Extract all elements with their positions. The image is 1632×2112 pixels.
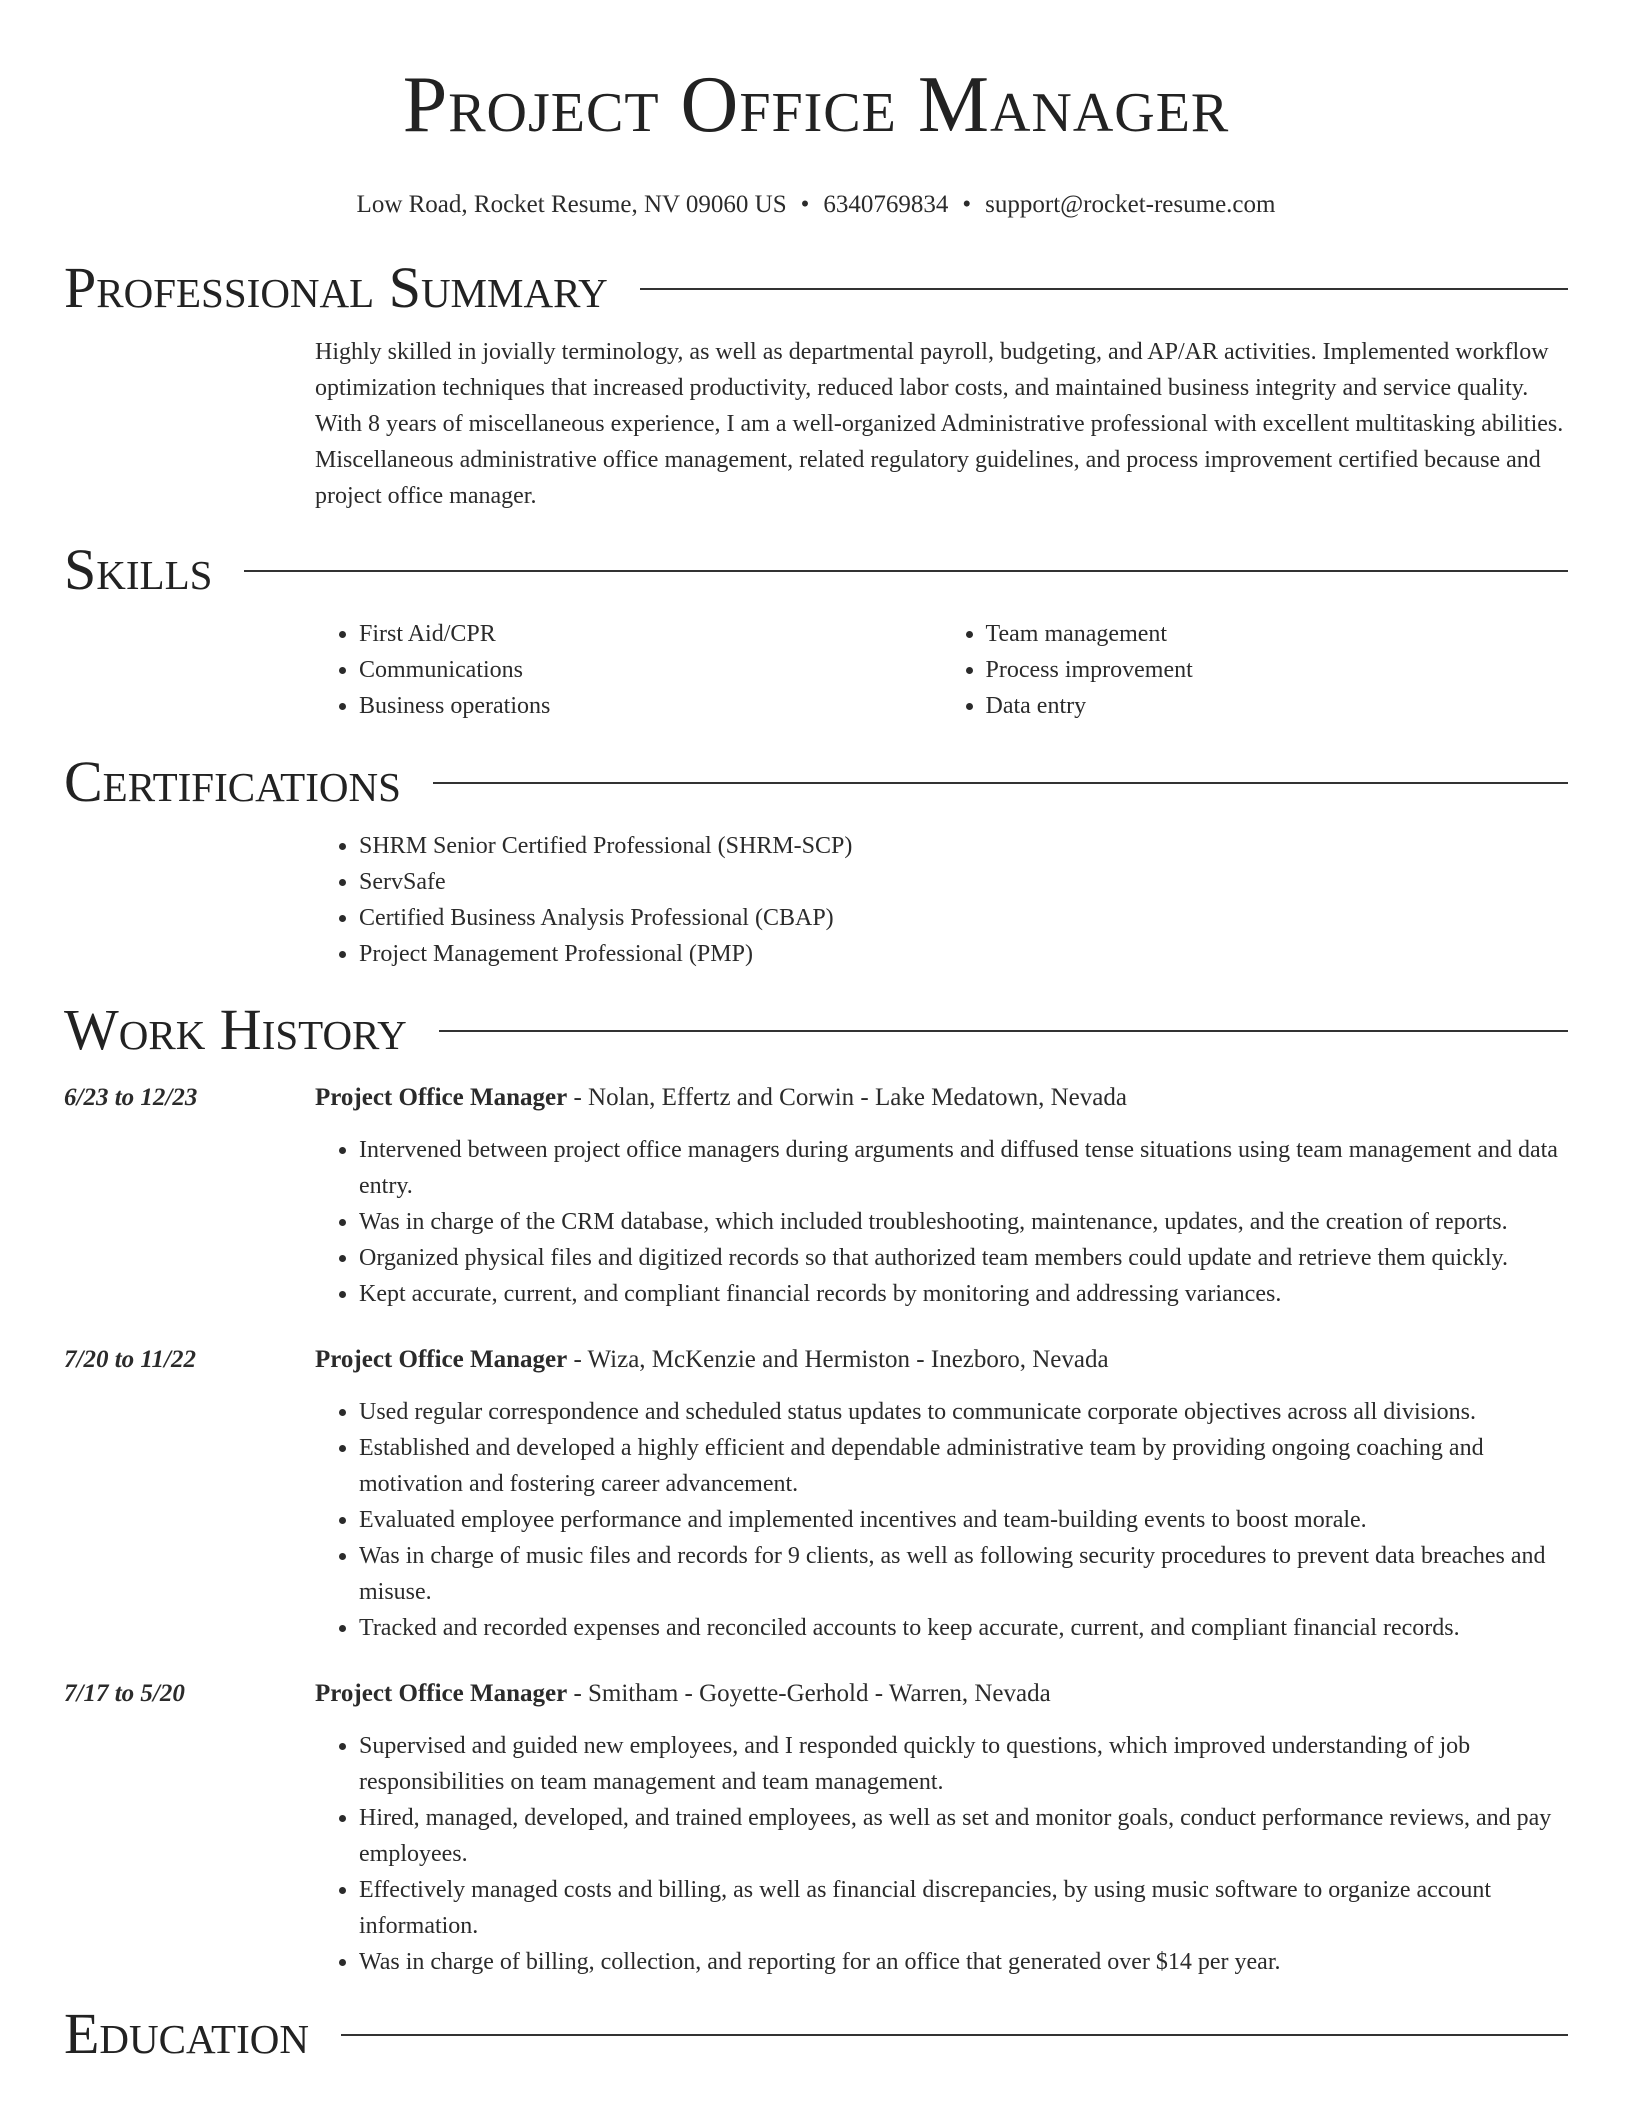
job-dates: 7/17 to 5/20 <box>64 1680 185 1707</box>
job-body <box>315 1676 1568 1980</box>
job-employer-location: - Smitham - Goyette-Gerhold - Warren, Nevada <box>567 1680 1051 1707</box>
skill-item: • First Aid/CPR <box>359 616 942 652</box>
section-divider <box>341 2034 1568 2036</box>
job-entry <box>64 1080 1568 1312</box>
resume-title: Project Office Manager <box>402 61 1230 149</box>
section-divider <box>640 288 1568 290</box>
contact-separator: • <box>800 191 810 218</box>
job-duty-item: • Used regular correspondence and scheduled status updates to communicate corporate objectives across all divisions. <box>359 1394 1568 1430</box>
job-body <box>315 1342 1568 1646</box>
job-duties <box>315 1728 1568 1980</box>
skills-list <box>315 616 1568 724</box>
job-title: Project Office Manager <box>315 1346 568 1373</box>
job-title: Project Office Manager <box>315 1680 568 1707</box>
contact-email: support@rocket-resume.com <box>985 191 1276 218</box>
certification-item: • Project Management Professional (PMP) <box>359 936 1568 972</box>
job-duty-item: • Supervised and guided new employees, and I responded quickly to questions, which improved understanding of job responsibilities on team management and team management. <box>359 1728 1568 1800</box>
job-duties <box>315 1132 1568 1312</box>
certification-item: • SHRM Senior Certified Professional (SHRM-SCP) <box>359 828 1568 864</box>
contact-separator: • <box>962 191 972 218</box>
job-dates: 6/23 to 12/23 <box>64 1084 198 1111</box>
job-duty-item: • Tracked and recorded expenses and reconciled accounts to keep accurate, current, and compliant financial records. <box>359 1610 1568 1646</box>
skill-item: • Communications <box>359 652 942 688</box>
job-dates: 7/20 to 11/22 <box>64 1346 196 1373</box>
job-title-line <box>315 1676 1568 1712</box>
job-duty-item: • Was in charge of the CRM database, which included troubleshooting, maintenance, updates, and the creation of reports. <box>359 1204 1568 1240</box>
skills-column-left <box>315 616 942 724</box>
skill-item: • Data entry <box>986 688 1569 724</box>
job-title-line <box>315 1080 1568 1116</box>
job-employer-location: - Wiza, McKenzie and Hermiston - Inezboro, Nevada <box>567 1346 1109 1373</box>
job-employer-location: - Nolan, Effertz and Corwin - Lake Medatown, Nevada <box>567 1084 1127 1111</box>
job-duty-item: • Intervened between project office managers during arguments and diffused tense situations using team management and data entry. <box>359 1132 1568 1204</box>
job-duty-item: • Was in charge of music files and records for 9 clients, as well as following security procedures to prevent data breaches and misuse. <box>359 1538 1568 1610</box>
summary-section-header <box>64 256 1568 320</box>
certifications-heading: Certifications <box>64 749 401 814</box>
section-divider <box>433 782 1568 784</box>
job-body <box>315 1080 1568 1312</box>
job-duty-item: • Effectively managed costs and billing, as well as financial discrepancies, by using music software to organize account information. <box>359 1872 1568 1944</box>
work-history-heading: Work History <box>64 997 407 1062</box>
skills-heading: Skills <box>64 537 213 602</box>
education-section-header <box>64 2002 1568 2066</box>
skill-item: • Business operations <box>359 688 942 724</box>
job-duty-item: • Organized physical files and digitized records so that authorized team members could update and retrieve them quickly. <box>359 1240 1568 1276</box>
job-duty-item: • Evaluated employee performance and implemented incentives and team-building events to boost morale. <box>359 1502 1568 1538</box>
job-title: Project Office Manager <box>315 1084 568 1111</box>
skill-item: • Process improvement <box>986 652 1569 688</box>
job-title-line <box>315 1342 1568 1378</box>
job-duty-item: • Established and developed a highly efficient and dependable administrative team by providing ongoing coaching and motivation and fostering career advancement. <box>359 1430 1568 1502</box>
skills-column-right <box>942 616 1569 724</box>
contact-phone: 6340769834 <box>823 191 949 218</box>
summary-text: Highly skilled in jovially terminology, as well as departmental payroll, budgeting, and AP/AR activities. Implemented workflow optimization techniques that increased productivity, reduced labor costs, and maintained business integrity and service quality. With 8 years of miscellaneous experience, I am a well-organized Administrative professional with excellent multitasking abilities. Miscellaneous administrative office management, related regulatory guidelines, and process improvement certified because and project office manager. <box>315 339 1564 509</box>
certifications-section-header <box>64 750 1568 814</box>
contact-line <box>0 190 1632 220</box>
work-history-section-header <box>64 998 1568 1062</box>
certifications-list <box>315 828 1568 972</box>
job-duties <box>315 1394 1568 1646</box>
job-entry <box>64 1676 1568 1980</box>
section-divider <box>244 570 1568 572</box>
education-heading: Education <box>64 2001 309 2066</box>
certification-item: • ServSafe <box>359 864 1568 900</box>
job-duty-item: • Hired, managed, developed, and trained employees, as well as set and monitor goals, conduct performance reviews, and pay employees. <box>359 1800 1568 1872</box>
contact-address: Low Road, Rocket Resume, NV 09060 US <box>356 191 787 218</box>
section-divider <box>439 1030 1568 1032</box>
job-duty-item: • Kept accurate, current, and compliant financial records by monitoring and addressing variances. <box>359 1276 1568 1312</box>
certification-item: • Certified Business Analysis Professional (CBAP) <box>359 900 1568 936</box>
skill-item: • Team management <box>986 616 1569 652</box>
skills-section-header <box>64 538 1568 602</box>
job-duty-item: • Was in charge of billing, collection, and reporting for an office that generated over $14 per year. <box>359 1944 1568 1980</box>
job-entry <box>64 1342 1568 1646</box>
summary-heading: Professional Summary <box>64 255 608 320</box>
